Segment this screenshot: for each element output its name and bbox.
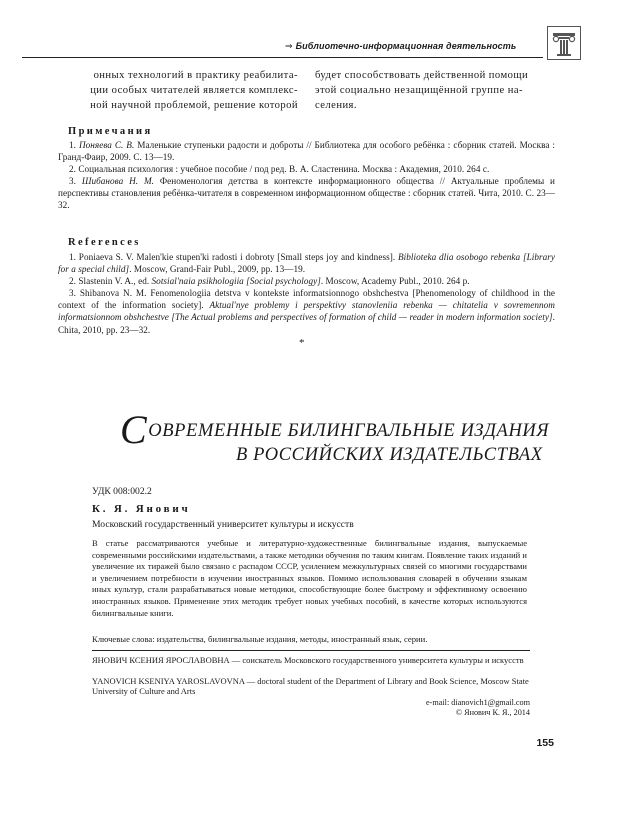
note-item: 2. Социальная психология : учебное пособие / под ред. В. А. Сластенина. Москва : Академия, 2010. 264 с. [69,164,490,175]
title-line-1: СОВРЕМЕННЫЕ БИЛИНГВАЛЬНЫЕ ИЗДАНИЯ [120,407,550,452]
reference-item: 1. Poniaeva S. V. Malen'kie stupen'ki radosti i dobroty [Small steps joy and kindness]. Biblioteka dlia osobogo rebenka [Library for a special child]. Moscow, Grand-Fair Publ., 2009, pp. 13—19. [58,252,555,275]
page-number: 155 [536,737,554,749]
author-affiliation: Московский государственный университет культуры и искусств [92,519,354,530]
section-title: Библиотечно-информационная деятельность [295,41,517,51]
body-line: онных технологий в практику реабилита- [93,70,298,81]
references-heading: References [68,237,141,248]
note-item: 1. Поняева С. В. Маленькие ступеньки радости и доброты // Библиотека для особого ребёнка : сборник статей. Москва : Гранд-Фаир, 2009. С. 13—19. [58,140,555,163]
header-rule [22,57,543,58]
author-email: e-mail: dianovich1@gmail.com [426,698,530,707]
running-header [285,41,543,52]
footnote-rule [92,650,530,651]
note-item: 3. Шибанова Н. М. Феноменология детства в контексте информационного общества // Актуальные проблемы и перспективы становления ребёнка-читателя в современном информационном обществе : сборник статей. Чита, 2010. С. 23—32. [58,176,555,211]
title-initial: С [120,407,148,452]
author-name: К. Я. Янович [92,503,191,515]
author-info-ru: ЯНОВИЧ КСЕНИЯ ЯРОСЛАВОВНА — соискатель Московского государственного университета культуры и искусств [92,655,524,665]
body-column-left [58,68,298,114]
reference-item: 3. Shibanova N. M. Fenomenologiia detstva v kontekste informatsionnogo obshchestva [Phenomenology of childhood in the context of the information society]. Aktual'nye problemy i perspektivy stanovleniia rebenka — chitatelia v sovremennom informatsionnom obshchestve [The Actual problems and perspectives of formation of child — reader in modern information society]. Chita, 2010, pp. 23—32. [58,288,555,335]
reference-item: 2. Slastenin V. A., ed. Sotsial'naia psikhologiia [Social psychology]. Moscow, Academy Publ., 2010. 264 p. [69,276,470,287]
notes-heading: Примечания [68,126,153,137]
keywords: Ключевые слова: издательства, билингвальные издания, методы, иностранный язык, серии. [92,634,428,644]
body-line: селения. [315,100,357,112]
notes-list [58,139,555,212]
arrow-icon: ⇒ [285,41,293,51]
udk-code: УДК 008:002.2 [92,486,152,497]
author-info-en: YANOVICH KSENIYA YAROSLAVOVNA — doctoral student of the Department of Library and Book Science, Moscow State University of Culture and Arts [92,676,529,696]
title-line-2: В РОССИЙСКИХ ИЗДАТЕЛЬСТВАХ [236,445,543,465]
body-line: будет способствовать действенной помощи [315,70,529,81]
body-line: ной научной проблемой, решение которой [90,100,298,112]
body-line: ции особых читателей является комплекс- [90,85,298,97]
copyright: © Янович К. Я., 2014 [455,708,530,717]
references-list [58,251,555,336]
body-column-right [315,68,555,114]
body-line: этой социально незащищённой группе на- [315,85,524,97]
column-logo-icon [547,26,581,60]
abstract: В статье рассматриваются учебные и литературно-художественные билингвальные издания, выпускаемые современными российскими издательствами, а также методики обучения по таким книгам. Появление таких изданий и увеличение их тиражей было связано с распадом СССР, усилением межкультурных связей со многими государствами и увеличением потребности в изучении иностранных языков. Помимо использования словарей в обучении языкам иных культур, стали разрабатываться новые методики, способствующие более быстрому и эффективному освоению иностранных языков. Применение этих методик требует новых учебных пособий, в качестве которых используются билингвальные книги. [92,538,527,618]
separator-asterisk: * [299,337,305,349]
